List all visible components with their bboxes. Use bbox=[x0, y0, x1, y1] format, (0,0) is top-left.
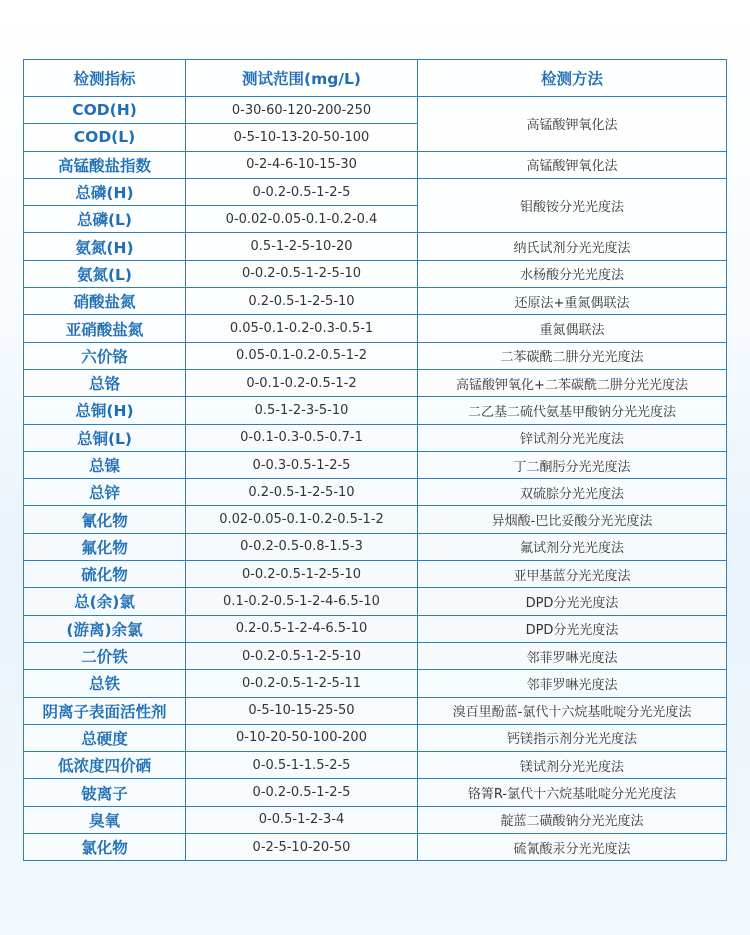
method-cell: 邻菲罗啉光度法 bbox=[418, 670, 727, 697]
range-cell: 0-2-4-6-10-15-30 bbox=[186, 151, 418, 178]
table-row bbox=[24, 315, 727, 342]
indicator-cell: 氨氮(H) bbox=[24, 233, 186, 260]
range-cell: 0-10-20-50-100-200 bbox=[186, 724, 418, 751]
range-cell: 0.5-1-2-3-5-10 bbox=[186, 397, 418, 424]
method-cell: 双硫腙分光光度法 bbox=[418, 479, 727, 506]
table-header-row bbox=[24, 60, 727, 97]
table-row bbox=[24, 779, 727, 806]
table-row bbox=[24, 342, 727, 369]
table-row bbox=[24, 670, 727, 697]
table-row bbox=[24, 260, 727, 287]
range-cell: 0.05-0.1-0.2-0.5-1-2 bbox=[186, 342, 418, 369]
table-row bbox=[24, 369, 727, 396]
method-cell: 水杨酸分光光度法 bbox=[418, 260, 727, 287]
method-cell: 镁试剂分光光度法 bbox=[418, 752, 727, 779]
range-cell: 0.05-0.1-0.2-0.3-0.5-1 bbox=[186, 315, 418, 342]
method-cell: 靛蓝二磺酸钠分光光度法 bbox=[418, 806, 727, 833]
range-cell: 0-0.2-0.5-1-2-5-10 bbox=[186, 260, 418, 287]
header-range: 测试范围(mg/L) bbox=[186, 60, 418, 97]
method-cell: 氟试剂分光光度法 bbox=[418, 533, 727, 560]
range-cell: 0-0.5-1-2-3-4 bbox=[186, 806, 418, 833]
indicator-cell: 硝酸盐氮 bbox=[24, 288, 186, 315]
range-cell: 0-0.1-0.2-0.5-1-2 bbox=[186, 369, 418, 396]
indicator-cell: 总镍 bbox=[24, 451, 186, 478]
method-cell: DPD分光光度法 bbox=[418, 588, 727, 615]
indicator-cell: 低浓度四价硒 bbox=[24, 752, 186, 779]
method-cell: 溴百里酚蓝-氯代十六烷基吡啶分光光度法 bbox=[418, 697, 727, 724]
range-cell: 0-0.5-1-1.5-2-5 bbox=[186, 752, 418, 779]
table-body bbox=[24, 97, 727, 861]
indicator-cell: 高锰酸盐指数 bbox=[24, 151, 186, 178]
table-row bbox=[24, 151, 727, 178]
range-cell: 0.2-0.5-1-2-5-10 bbox=[186, 479, 418, 506]
table-row bbox=[24, 178, 727, 205]
indicator-cell: 阴离子表面活性剂 bbox=[24, 697, 186, 724]
indicator-cell: 铍离子 bbox=[24, 779, 186, 806]
range-cell: 0.1-0.2-0.5-1-2-4-6.5-10 bbox=[186, 588, 418, 615]
indicator-cell: 氨氮(L) bbox=[24, 260, 186, 287]
method-cell: 钼酸铵分光光度法 bbox=[418, 178, 727, 233]
range-cell: 0-30-60-120-200-250 bbox=[186, 97, 418, 124]
detection-table-container bbox=[23, 59, 726, 861]
method-cell: 纳氏试剂分光光度法 bbox=[418, 233, 727, 260]
range-cell: 0-0.2-0.5-1-2-5 bbox=[186, 178, 418, 205]
method-cell: 异烟酸-巴比妥酸分光光度法 bbox=[418, 506, 727, 533]
table-row bbox=[24, 806, 727, 833]
table-row bbox=[24, 561, 727, 588]
range-cell: 0-0.3-0.5-1-2-5 bbox=[186, 451, 418, 478]
method-cell: 硫氰酸汞分光光度法 bbox=[418, 834, 727, 861]
method-cell: 二乙基二硫代氨基甲酸钠分光光度法 bbox=[418, 397, 727, 424]
indicator-cell: 总锌 bbox=[24, 479, 186, 506]
header-indicator: 检测指标 bbox=[24, 60, 186, 97]
range-cell: 0-0.02-0.05-0.1-0.2-0.4 bbox=[186, 206, 418, 233]
detection-table bbox=[23, 59, 727, 861]
indicator-cell: 二价铁 bbox=[24, 642, 186, 669]
indicator-cell: 总磷(L) bbox=[24, 206, 186, 233]
indicator-cell: (游离)余氯 bbox=[24, 615, 186, 642]
indicator-cell: 氯化物 bbox=[24, 834, 186, 861]
method-cell: 高锰酸钾氧化+二苯碳酰二肼分光光度法 bbox=[418, 369, 727, 396]
range-cell: 0-2-5-10-20-50 bbox=[186, 834, 418, 861]
method-cell: 锌试剂分光光度法 bbox=[418, 424, 727, 451]
range-cell: 0-0.2-0.5-1-2-5-10 bbox=[186, 642, 418, 669]
indicator-cell: 总磷(H) bbox=[24, 178, 186, 205]
method-cell: 钙镁指示剂分光光度法 bbox=[418, 724, 727, 751]
method-cell: 铬箐R-氯代十六烷基吡啶分光光度法 bbox=[418, 779, 727, 806]
indicator-cell: 总铜(H) bbox=[24, 397, 186, 424]
indicator-cell: COD(L) bbox=[24, 124, 186, 151]
indicator-cell: 六价铬 bbox=[24, 342, 186, 369]
range-cell: 0-5-10-15-25-50 bbox=[186, 697, 418, 724]
method-cell: 还原法+重氮偶联法 bbox=[418, 288, 727, 315]
table-row bbox=[24, 506, 727, 533]
range-cell: 0.5-1-2-5-10-20 bbox=[186, 233, 418, 260]
indicator-cell: 亚硝酸盐氮 bbox=[24, 315, 186, 342]
table-row bbox=[24, 834, 727, 861]
table-row bbox=[24, 697, 727, 724]
range-cell: 0.02-0.05-0.1-0.2-0.5-1-2 bbox=[186, 506, 418, 533]
range-cell: 0-0.1-0.3-0.5-0.7-1 bbox=[186, 424, 418, 451]
indicator-cell: 总(余)氯 bbox=[24, 588, 186, 615]
table-row bbox=[24, 288, 727, 315]
range-cell: 0-5-10-13-20-50-100 bbox=[186, 124, 418, 151]
indicator-cell: 氟化物 bbox=[24, 533, 186, 560]
table-row bbox=[24, 588, 727, 615]
indicator-cell: 臭氧 bbox=[24, 806, 186, 833]
header-method: 检测方法 bbox=[418, 60, 727, 97]
method-cell: 亚甲基蓝分光光度法 bbox=[418, 561, 727, 588]
indicator-cell: 总铬 bbox=[24, 369, 186, 396]
table-row bbox=[24, 479, 727, 506]
indicator-cell: 硫化物 bbox=[24, 561, 186, 588]
method-cell: 高锰酸钾氧化法 bbox=[418, 97, 727, 152]
table-row bbox=[24, 615, 727, 642]
method-cell: 邻菲罗啉光度法 bbox=[418, 642, 727, 669]
table-row bbox=[24, 97, 727, 124]
method-cell: 重氮偶联法 bbox=[418, 315, 727, 342]
indicator-cell: 氰化物 bbox=[24, 506, 186, 533]
range-cell: 0-0.2-0.5-1-2-5-10 bbox=[186, 561, 418, 588]
range-cell: 0-0.2-0.5-0.8-1.5-3 bbox=[186, 533, 418, 560]
method-cell: 二苯碳酰二肼分光光度法 bbox=[418, 342, 727, 369]
table-row bbox=[24, 724, 727, 751]
range-cell: 0.2-0.5-1-2-4-6.5-10 bbox=[186, 615, 418, 642]
method-cell: DPD分光光度法 bbox=[418, 615, 727, 642]
indicator-cell: 总铜(L) bbox=[24, 424, 186, 451]
indicator-cell: 总铁 bbox=[24, 670, 186, 697]
indicator-cell: 总硬度 bbox=[24, 724, 186, 751]
table-row bbox=[24, 397, 727, 424]
table-row bbox=[24, 642, 727, 669]
method-cell: 高锰酸钾氧化法 bbox=[418, 151, 727, 178]
table-row bbox=[24, 752, 727, 779]
table-row bbox=[24, 451, 727, 478]
table-row bbox=[24, 233, 727, 260]
method-cell: 丁二酮肟分光光度法 bbox=[418, 451, 727, 478]
table-row bbox=[24, 533, 727, 560]
range-cell: 0-0.2-0.5-1-2-5 bbox=[186, 779, 418, 806]
indicator-cell: COD(H) bbox=[24, 97, 186, 124]
table-row bbox=[24, 424, 727, 451]
range-cell: 0-0.2-0.5-1-2-5-11 bbox=[186, 670, 418, 697]
range-cell: 0.2-0.5-1-2-5-10 bbox=[186, 288, 418, 315]
